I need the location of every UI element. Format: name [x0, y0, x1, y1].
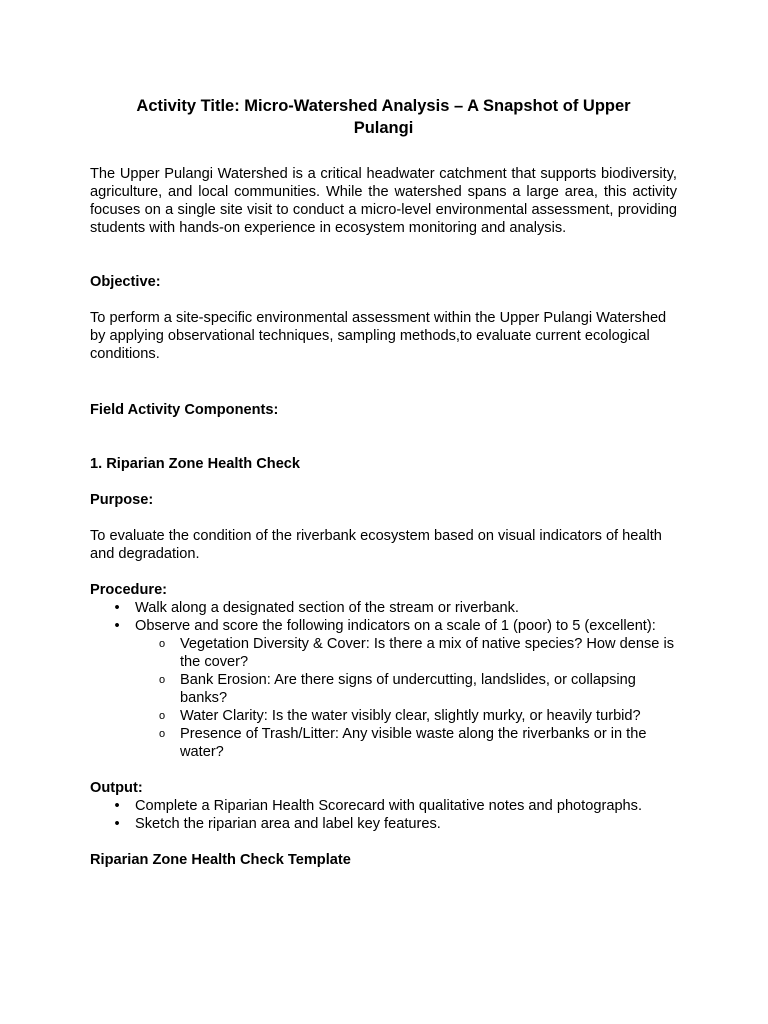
list-item: [90, 797, 677, 815]
indicator-list: [135, 635, 677, 761]
purpose-text: To evaluate the condition of the riverbank ecosystem based on visual indicators of health and degradation.: [90, 528, 662, 562]
list-item-text: Walk along a designated section of the stream or riverbank.: [135, 600, 519, 616]
sub-list-item: [135, 671, 677, 707]
list-item-text: Complete a Riparian Health Scorecard with qualitative notes and photographs.: [135, 798, 643, 814]
purpose-heading: Purpose:: [90, 492, 154, 508]
bullet-icon: •: [114, 798, 120, 814]
sub-list-item: [135, 725, 677, 761]
sub-list-item-text: Water Clarity: Is the water visibly clear, slightly murky, or heavily turbid?: [180, 708, 641, 724]
objective-heading: Objective:: [90, 274, 161, 290]
sub-bullet-icon: o: [158, 638, 166, 650]
output-heading: Output:: [90, 780, 143, 796]
template-heading: Riparian Zone Health Check Template: [90, 852, 351, 868]
sub-list-item: [135, 707, 677, 725]
list-item: [90, 617, 677, 761]
procedure-list: [90, 599, 677, 761]
sub-list-item: [135, 635, 677, 671]
list-item-text: Observe and score the following indicators on a scale of 1 (poor) to 5 (excellent):: [135, 618, 656, 634]
list-item: [90, 815, 677, 833]
procedure-heading: Procedure:: [90, 582, 168, 598]
sub-list-item-text: Presence of Trash/Litter: Any visible waste along the riverbanks or in the water?: [180, 726, 647, 760]
bullet-icon: •: [114, 618, 120, 634]
bullet-icon: •: [114, 600, 120, 616]
list-item: [90, 599, 677, 617]
bullet-icon: •: [114, 816, 120, 832]
sub-bullet-icon: o: [158, 674, 166, 686]
sub-list-item-text: Bank Erosion: Are there signs of undercutting, landslides, or collapsing banks?: [180, 672, 636, 706]
output-list: [90, 797, 677, 833]
document-title: Activity Title: Micro-Watershed Analysis – A Snapshot of Upper Pulangi: [136, 97, 631, 137]
list-item-text: Sketch the riparian area and label key features.: [135, 816, 441, 832]
components-heading: Field Activity Components:: [90, 402, 279, 418]
sub-bullet-icon: o: [158, 728, 166, 740]
sub-bullet-icon: o: [158, 710, 166, 722]
riparian-heading: 1. Riparian Zone Health Check: [90, 456, 301, 472]
sub-list-item-text: Vegetation Diversity & Cover: Is there a mix of native species? How dense is the cover?: [180, 636, 674, 670]
intro-paragraph: The Upper Pulangi Watershed is a critical headwater catchment that supports biodiversity, agriculture, and local communities. While the watershed spans a large area, this activity focuses on a single site visit to conduct a micro-level environmental assessment, providing students with hands-on experience in ecosystem monitoring and analysis.: [90, 166, 677, 236]
document-page: [90, 95, 677, 869]
objective-text: To perform a site-specific environmental assessment within the Upper Pulangi Watershed by applying observational techniques, sampling methods,to evaluate current ecological conditions.: [90, 310, 667, 362]
